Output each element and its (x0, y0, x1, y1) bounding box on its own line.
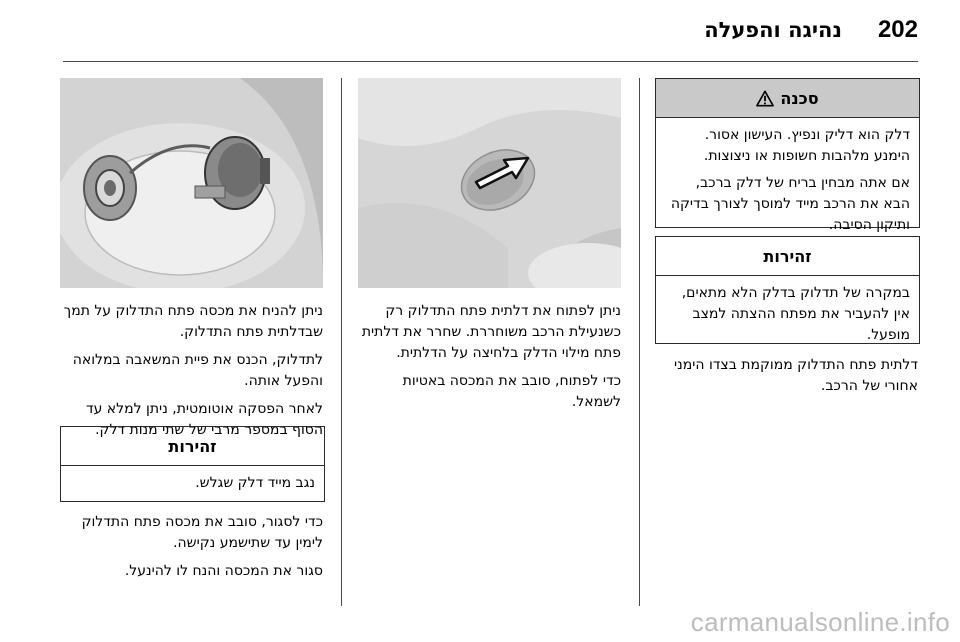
caution-box-title: זהירות (763, 246, 812, 266)
body-paragraph: לאחר הפסקה אוטומטית, ניתן למלא עד הסוף במספר מרבי של שתי מנות דלק. (85, 401, 323, 438)
caution-box-right (655, 236, 920, 344)
middle-column-text (358, 301, 621, 420)
body-paragraph: דלתית פתח התדלוק ממוקמת בצדו הימני אחורי של הרכב. (673, 357, 918, 394)
page-header (0, 0, 960, 62)
danger-box-header (656, 79, 919, 118)
caution-box-header (61, 427, 324, 466)
caution-box-left (60, 426, 325, 502)
fuel-cap-holder-photo-frame (60, 78, 323, 288)
caution-box-header (656, 237, 919, 276)
warning-triangle-icon (756, 90, 774, 107)
danger-box-title: סכנה (780, 88, 819, 108)
caution-paragraph: נגב מייד דלק שגלש. (195, 475, 315, 491)
fuel-cap-holder-photo (60, 78, 323, 288)
header-rule (63, 61, 918, 62)
caution-box-body (656, 276, 919, 358)
body-paragraph: ניתן להניח את מכסה פתח התדלוק על תמך שבדלתית פתח התדלוק. (63, 303, 323, 340)
body-paragraph: כדי לסגור, סובב את מכסה פתח התדלוק לימין עד שתישמע נקישה. (81, 514, 323, 551)
caution-box-title: זהירות (168, 436, 217, 456)
page-number: 202 (877, 16, 918, 43)
danger-paragraph: אם אתה מבחין בריח של דלק ברכב, הבא את הרכב מייד למוסך לצורך בדיקה ותיקון הסיבה. (670, 175, 910, 233)
watermark: carmanualsonline.info (690, 607, 950, 637)
left-column-text-bottom (60, 512, 323, 589)
body-paragraph: סגור את המכסה והנח לו להינעל. (124, 563, 323, 579)
caution-box-body (61, 466, 324, 506)
section-title: נהיגה והפעלה (704, 18, 842, 42)
fuel-filler-flap-arrow-photo (358, 78, 621, 288)
danger-box (655, 78, 920, 233)
body-paragraph: לתדלוק, הכנס את פיית המשאבה במלואה והפעל אותה. (72, 352, 323, 389)
danger-paragraph: דלק הוא דליק ונפיץ. העישון אסור. הימנע מלהבות חשופות או ניצוצות. (703, 127, 910, 164)
column-divider-right (639, 78, 640, 606)
caution-paragraph: במקרה של תדלוק בדלק הלא מתאים, אין להעביר את מפתח ההצתה למצב מופעל. (681, 285, 910, 343)
column-divider-left (341, 78, 342, 606)
body-paragraph: ניתן לפתוח את דלתית פתח התדלוק רק כשנעילת הרכב משוחררת. שחרר את דלתית פתח מילוי הדלק בלחיצה על הדלתית. (361, 303, 621, 361)
body-paragraph: כדי לפתוח, סובב את המכסה באטיות לשמאל. (402, 373, 621, 410)
danger-box-body (656, 118, 919, 248)
fuel-filler-flap-photo (358, 78, 621, 288)
right-column-text (655, 355, 918, 404)
